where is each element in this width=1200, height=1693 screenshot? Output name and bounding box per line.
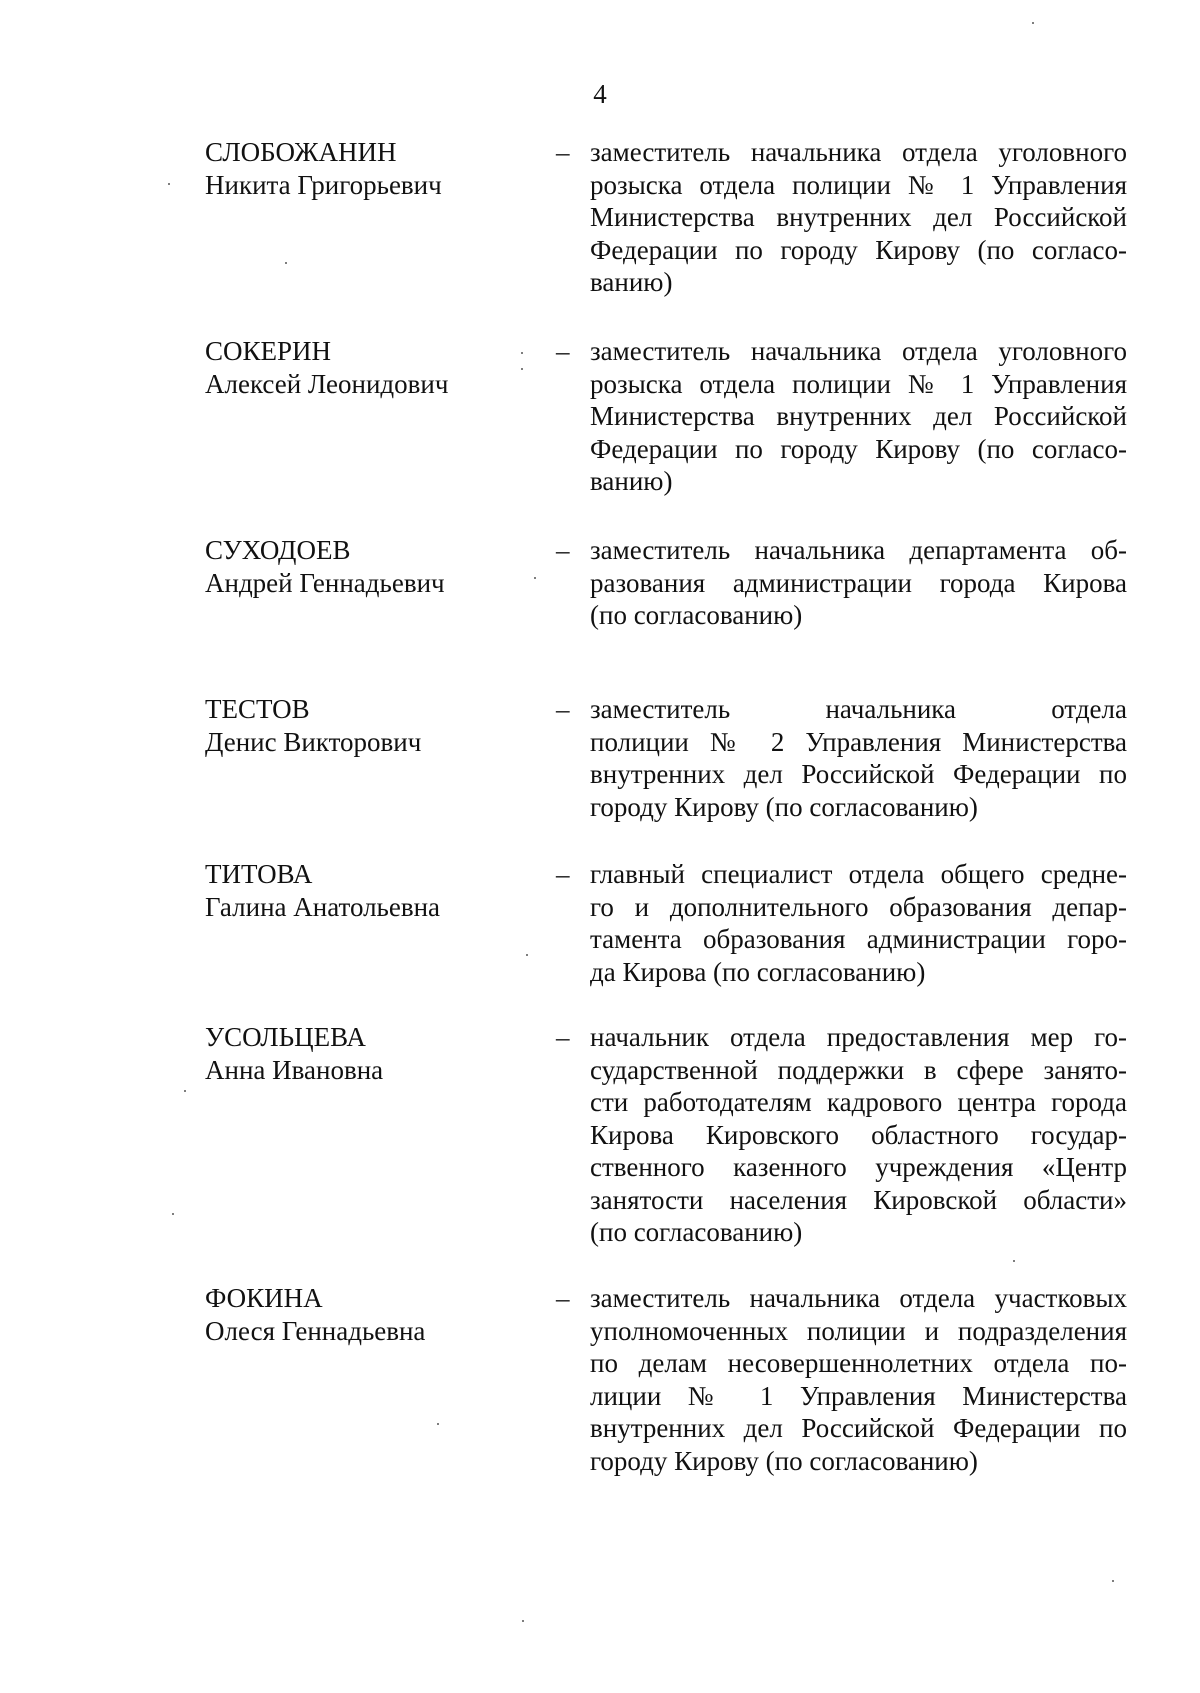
- member-entry: [0, 335, 1200, 496]
- position-line: заместитель начальника отдела: [590, 694, 1127, 724]
- scan-speck: [521, 352, 523, 354]
- member-name: [205, 136, 535, 201]
- position-line: го и дополнительного образования депар-: [590, 891, 1127, 922]
- member-entry: [0, 1282, 1200, 1476]
- member-position: [590, 693, 1127, 823]
- member-name: [205, 1021, 535, 1086]
- position-line: ванию): [590, 466, 673, 496]
- entry-dash: –: [556, 535, 570, 565]
- member-surname: УСОЛЬЦЕВА: [205, 1022, 366, 1052]
- position-line: (по согласованию): [590, 1217, 803, 1247]
- position-line: заместитель начальника отдела уголовного: [590, 336, 1127, 366]
- position-line: разования администрации города Кирова: [590, 567, 1127, 598]
- member-surname: ТИТОВА: [205, 859, 313, 889]
- position-line: Министерства внутренних дел Российской: [590, 202, 1127, 232]
- member-given-names: Галина Анатольевна: [205, 891, 441, 922]
- position-line: занятости населения Кировской области»: [590, 1184, 1127, 1215]
- position-line: внутренних дел Российской Федерации по: [590, 1413, 1127, 1443]
- scan-speck: [521, 368, 523, 370]
- position-line: ванию): [590, 267, 673, 297]
- member-surname: СЛОБОЖАНИН: [205, 137, 397, 167]
- member-position: [590, 1021, 1127, 1249]
- position-line: по делам несовершеннолетних отдела по-: [590, 1348, 1127, 1378]
- member-entry: [0, 858, 1200, 987]
- position-line: розыска отдела полиции № 1 Управления: [590, 169, 1127, 200]
- member-position: [590, 1282, 1127, 1477]
- scan-speck: [534, 577, 536, 579]
- member-position: [590, 136, 1127, 299]
- member-surname: ТЕСТОВ: [205, 694, 310, 724]
- member-given-names: Денис Викторович: [205, 726, 422, 757]
- entry-dash: –: [556, 694, 570, 724]
- member-name: [205, 693, 535, 758]
- member-surname: СУХОДОЕВ: [205, 535, 351, 565]
- member-name: [205, 335, 535, 400]
- member-given-names: Андрей Геннадьевич: [205, 567, 445, 598]
- position-line: уполномоченных полиции и подразделения: [590, 1315, 1127, 1346]
- member-entry: [0, 136, 1200, 297]
- position-line: тамента образования администрации горо-: [590, 924, 1127, 954]
- entry-dash: –: [556, 1283, 570, 1313]
- position-line: Кирова Кировского областного государ-: [590, 1119, 1127, 1150]
- position-line: полиции № 2 Управления Министерства: [590, 726, 1127, 757]
- position-line: городу Кирову (по согласованию): [590, 1445, 978, 1476]
- member-given-names: Алексей Леонидович: [205, 368, 449, 399]
- scan-speck: [1013, 1260, 1015, 1262]
- member-surname: ФОКИНА: [205, 1283, 323, 1313]
- member-name: [205, 1282, 535, 1347]
- scan-speck: [1112, 1580, 1114, 1582]
- member-surname: СОКЕРИН: [205, 336, 332, 366]
- position-line: сударственной поддержки в сфере занято-: [590, 1054, 1127, 1085]
- scan-speck: [172, 1213, 174, 1215]
- position-line: лиции № 1 Управления Министерства: [590, 1380, 1127, 1411]
- position-line: заместитель начальника отдела уголовного: [590, 137, 1127, 167]
- position-line: ственного казенного учреждения «Центр: [590, 1152, 1127, 1182]
- scan-speck: [1032, 22, 1034, 24]
- position-line: внутренних дел Российской Федерации по: [590, 759, 1127, 789]
- position-line: городу Кирову (по согласованию): [590, 791, 978, 822]
- entry-dash: –: [556, 1022, 570, 1052]
- position-line: начальник отдела предоставления мер го-: [590, 1022, 1127, 1052]
- position-line: Министерства внутренних дел Российской: [590, 401, 1127, 431]
- position-line: розыска отдела полиции № 1 Управления: [590, 368, 1127, 399]
- entry-dash: –: [556, 137, 570, 167]
- scan-speck: [526, 954, 528, 956]
- member-given-names: Олеся Геннадьевна: [205, 1315, 426, 1346]
- scan-speck: [437, 1423, 439, 1425]
- position-line: Федерации по городу Кирову (по согласо-: [590, 234, 1127, 265]
- entry-dash: –: [556, 859, 570, 889]
- member-entry: [0, 693, 1200, 822]
- member-given-names: Анна Ивановна: [205, 1054, 384, 1085]
- scan-speck: [522, 1620, 524, 1622]
- scan-speck: [168, 183, 170, 185]
- position-line: Федерации по городу Кирову (по согласо-: [590, 433, 1127, 464]
- member-entry: [0, 534, 1200, 630]
- position-line: да Кирова (по согласованию): [590, 956, 926, 987]
- scan-speck: [285, 262, 287, 264]
- member-position: [590, 534, 1127, 632]
- page-number: 4: [593, 79, 607, 109]
- position-line: сти работодателям кадрового центра города: [590, 1087, 1127, 1117]
- member-name: [205, 858, 535, 923]
- scan-speck: [184, 1090, 186, 1092]
- member-given-names: Никита Григорьевич: [205, 169, 442, 200]
- entry-dash: –: [556, 336, 570, 366]
- member-name: [205, 534, 535, 599]
- member-position: [590, 335, 1127, 498]
- position-line: главный специалист отдела общего средне-: [590, 859, 1127, 889]
- position-line: заместитель начальника департамента об-: [590, 535, 1127, 565]
- position-line: заместитель начальника отдела участковых: [590, 1283, 1127, 1313]
- position-line: (по согласованию): [590, 600, 803, 630]
- member-position: [590, 858, 1127, 988]
- member-entry: [0, 1021, 1200, 1247]
